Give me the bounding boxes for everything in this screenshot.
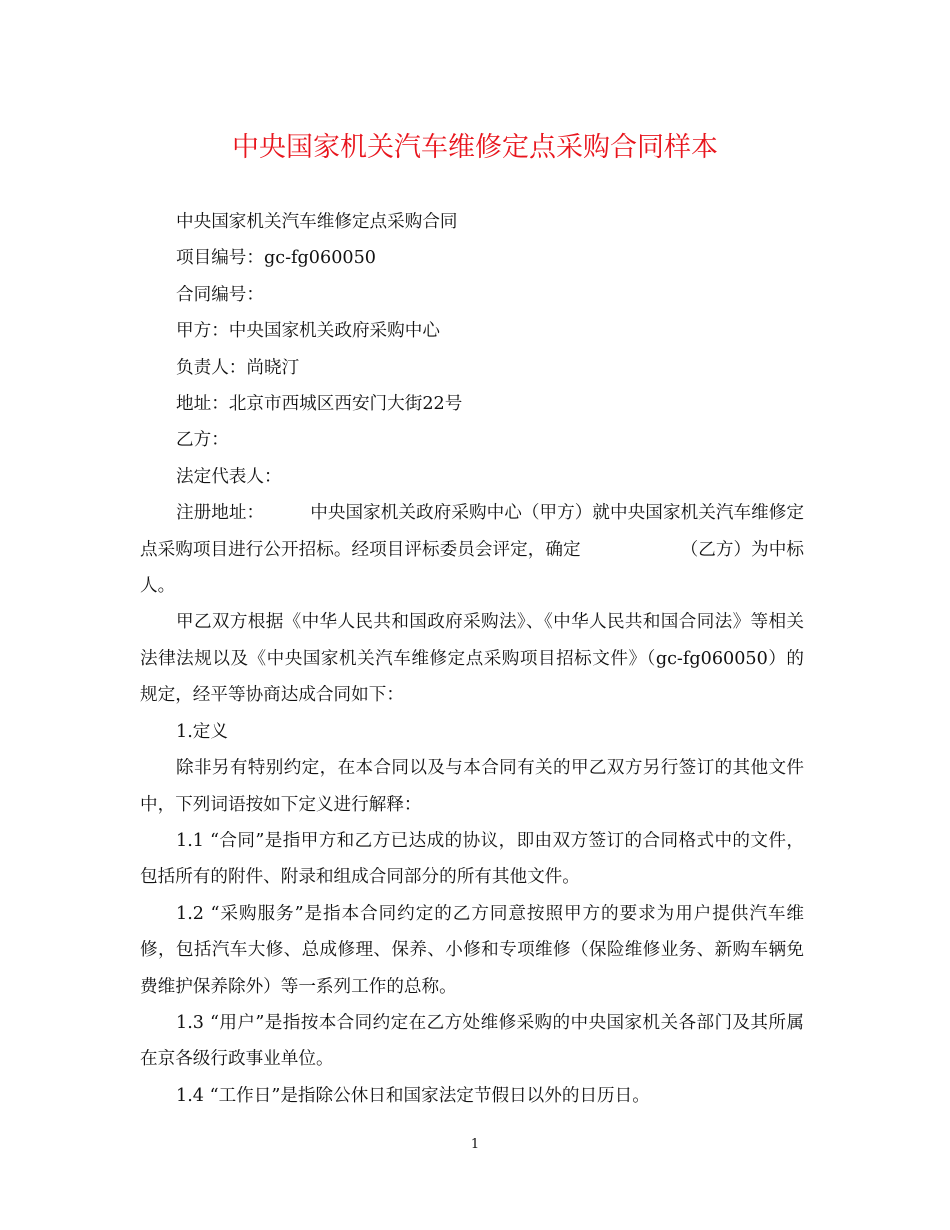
party-a-address: 地址：北京市西城区西安门大街22号 [176,394,463,415]
page-number: 1 [470,1137,480,1152]
contract-number: 合同编号： [176,284,264,305]
party-a: 甲方：中央国家机关政府采购中心 [176,321,440,342]
registration-paragraph [140,495,804,604]
clause-1-4: 1.4 “工作日”是指除公休日和国家法定节假日以外的日历日。 [176,1085,650,1106]
registration-label: 注册地址： [176,503,265,524]
project-number: 项目编号：gc-fg060050 [176,248,376,269]
registration-text-b: （乙方）为中标人。 [140,539,804,597]
contract-name: 中央国家机关汽车维修定点采购合同 [176,212,458,232]
party-a-principal: 负责人：尚晓汀 [176,357,300,378]
registration-text-a: 中央国家机关政府采购中心（甲方）就中央国家机关汽车维修定点采购项目进行公开招标。经项目评标委员会评定，确定 [140,503,804,560]
clause-1-1: 1.1 “合同”是指甲方和乙方已达成的协议，即由双方签订的合同格式中的文件，包括所有的附件、附录和组成合同部分的所有其他文件。 [140,830,804,888]
clause-1-3: 1.3 “用户”是指按本合同约定在乙方处维修采购的中央国家机关各部门及其所属在京各级行政事业单位。 [140,1012,804,1070]
definitions-intro: 除非另有特别约定，在本合同以及与本合同有关的甲乙双方另行签订的其他文件中，下列词语按如下定义进行解释： [140,758,804,815]
document-body [140,204,804,1114]
party-b: 乙方： [176,430,229,451]
document-title: 中央国家机关汽车维修定点采购合同样本 [232,132,718,163]
legal-representative: 法定代表人： [176,466,282,487]
section-heading-definitions: 1.定义 [176,721,228,742]
clause-1-2: 1.2 “采购服务”是指本合同约定的乙方同意按照甲方的要求为用户提供汽车维修，包括汽车大修、总成修理、保养、小修和专项维修（保险维修业务、新购车辆免费维护保养除外）等一系列工作的总称。 [140,903,804,997]
contract-basis-paragraph: 甲乙双方根据《中华人民共和国政府采购法》、《中华人民共和国合同法》等相关法律法规以及《中央国家机关汽车维修定点采购项目招标文件》（gc-fg060050）的规定，经平等协商达成合同如下： [140,612,804,706]
